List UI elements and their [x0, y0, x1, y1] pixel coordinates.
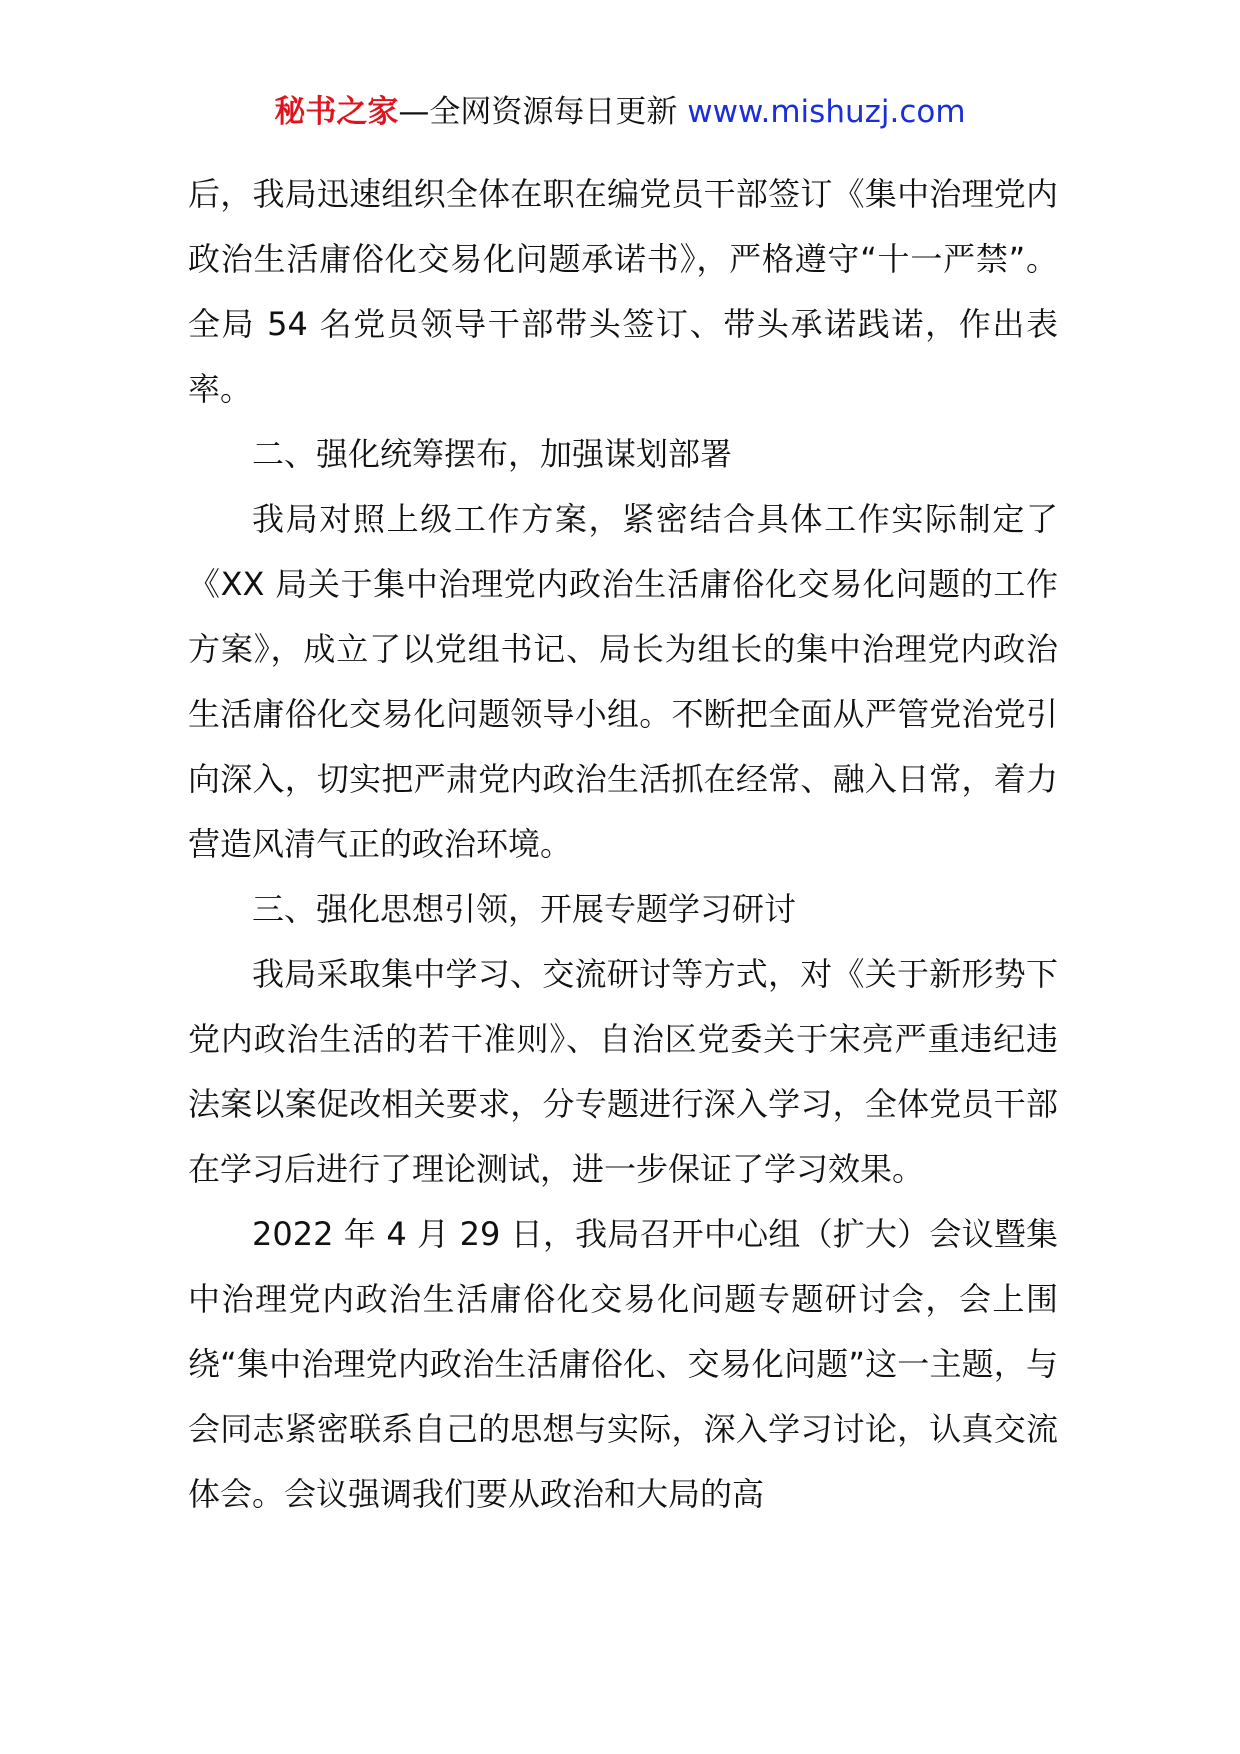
paragraph-continuation: 后，我局迅速组织全体在职在编党员干部签订《集中治理党内政治生活庸俗化交易化问题承诺书》，严格遵守“十一严禁”。全局 54 名党员领导干部带头签订、带头承诺践诺，作出表率。	[188, 175, 1058, 408]
site-brand: 秘书之家	[274, 94, 399, 130]
document-body	[188, 162, 1058, 1527]
site-header	[0, 92, 1240, 132]
paragraph-section-2: 我局对照上级工作方案，紧密结合具体工作实际制定了《XX 局关于集中治理党内政治生活庸俗化交易化问题的工作方案》，成立了以党组书记、局长为组长的集中治理党内政治生活庸俗化交易化问题领导小组。不断把全面从严管党治党引向深入，切实把严肃党内政治生活抓在经常、融入日常，着力营造风清气正的政治环境。	[188, 500, 1058, 863]
paragraph-section-3: 我局采取集中学习、交流研讨等方式，对《关于新形势下党内政治生活的若干准则》、自治区党委关于宋亮严重违纪违法案以案促改相关要求，分专题进行深入学习，全体党员干部在学习后进行了理论测试，进一步保证了学习效果。	[188, 955, 1058, 1188]
section-heading-3: 三、强化思想引领，开展专题学习研讨	[252, 890, 797, 928]
section-heading-2: 二、强化统筹摆布，加强谋划部署	[252, 435, 733, 473]
site-slogan: —全网资源每日更新	[398, 94, 678, 130]
paragraph-meeting: 2022 年 4 月 29 日，我局召开中心组（扩大）会议暨集中治理党内政治生活庸俗化交易化问题专题研讨会，会上围绕“集中治理党内政治生活庸俗化、交易化问题”这一主题，与会同志紧密联系自己的思想与实际，深入学习讨论，认真交流体会。会议强调我们要从政治和大局的高	[188, 1215, 1058, 1513]
site-url-link[interactable]: www.mishuzj.com	[687, 94, 966, 130]
